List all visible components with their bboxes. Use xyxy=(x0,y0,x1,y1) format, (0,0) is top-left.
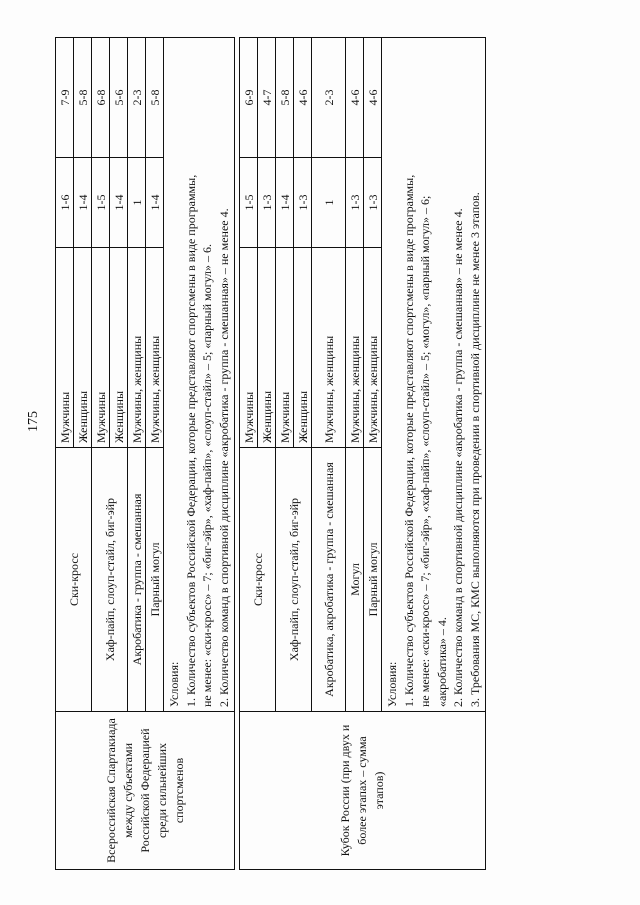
quantity-cell: 5-8 xyxy=(74,38,92,158)
gender-cell: Мужчины, женщины xyxy=(128,248,146,448)
discipline-cell: Ски-кросс xyxy=(240,448,276,712)
conditions-line: Условия: xyxy=(167,661,181,707)
page-number: 175 xyxy=(26,411,41,432)
discipline-cell: Акробатика, акробатика - группа - смешанная xyxy=(312,448,346,712)
rotated-page xyxy=(55,38,486,870)
gender-cell: Мужчины xyxy=(92,248,110,448)
age-cell: 1-6 xyxy=(56,158,74,248)
discipline-cell: Ски-кросс xyxy=(56,448,92,712)
age-cell: 1-3 xyxy=(294,158,312,248)
discipline-cell: Могул xyxy=(346,448,364,712)
age-cell: 1-4 xyxy=(110,158,128,248)
table-row xyxy=(240,38,258,870)
event-name: Всероссийская Спартакиада между субъектами Российской Федерацией среди сильнейших спортсменов xyxy=(56,712,235,870)
conditions-line: «акробатика» – 4. xyxy=(434,617,449,707)
age-cell: 1-4 xyxy=(276,158,294,248)
gender-cell: Мужчины, женщины xyxy=(146,248,164,448)
gender-cell: Мужчины xyxy=(240,248,258,448)
gender-cell: Мужчины, женщины xyxy=(364,248,382,448)
gender-cell: Женщины xyxy=(110,248,128,448)
conditions-cell xyxy=(164,38,235,712)
gender-cell: Женщины xyxy=(74,248,92,448)
discipline-cell: Парный могул xyxy=(146,448,164,712)
qualification-table xyxy=(55,37,486,870)
quantity-cell: 7-9 xyxy=(56,38,74,158)
discipline-cell: Парный могул xyxy=(364,448,382,712)
discipline-cell: Хаф-пайп, слоуп-стайл, биг-эйр xyxy=(276,448,312,712)
conditions-line: 2. Количество команд в спортивной дисциплине «акробатика - группа - смешанная» – не менее 4. xyxy=(216,208,231,707)
quantity-cell: 5-6 xyxy=(110,38,128,158)
discipline-cell: Акробатика - группа - смешанная xyxy=(128,448,146,712)
conditions-line: не менее: «ски-кросс» – 7; «биг-эйр», «хаф-пайп», «слоуп-стайл» – 5; «парный могул» – 6. xyxy=(200,243,214,707)
conditions-line: 2. Количество команд в спортивной дисциплине «акробатика - группа - смешанная» – не менее 4. xyxy=(451,208,465,707)
quantity-cell: 4-6 xyxy=(364,38,382,158)
discipline-cell: Хаф-пайп, слоуп-стайл, биг-эйр xyxy=(92,448,128,712)
quantity-cell: 6-8 xyxy=(92,38,110,158)
gender-cell: Мужчины xyxy=(56,248,74,448)
conditions-line: 1. Количество субъектов Российской Федерации, которые представляют спортсмены в виде программы, xyxy=(401,174,416,707)
quantity-cell: 4-6 xyxy=(346,38,364,158)
gender-cell: Мужчины xyxy=(276,248,294,448)
conditions-line: 3. Требования МС, КМС выполняются при проведении в спортивной дисциплине не менее 3 этапов. xyxy=(467,192,482,707)
age-cell: 1-3 xyxy=(364,158,382,248)
age-cell: 1-5 xyxy=(92,158,110,248)
quantity-cell: 5-8 xyxy=(146,38,164,158)
gender-cell: Женщины xyxy=(258,248,276,448)
gender-cell: Женщины xyxy=(294,248,312,448)
conditions-line: Условия: xyxy=(385,661,399,707)
table-row xyxy=(56,38,74,870)
gender-cell: Мужчины, женщины xyxy=(312,248,346,448)
quantity-cell: 4-6 xyxy=(294,38,312,158)
conditions-line: не менее: «ски-кросс» – 7; «биг-эйр», «хаф-пайп», «слоуп-стайл» – 5; «могул», «парный могул» – 6; xyxy=(418,195,432,707)
age-cell: 1-5 xyxy=(240,158,258,248)
age-cell: 1-3 xyxy=(258,158,276,248)
age-cell: 1 xyxy=(128,158,146,248)
quantity-cell: 2-3 xyxy=(312,38,346,158)
gender-cell: Мужчины, женщины xyxy=(346,248,364,448)
quantity-cell: 6-9 xyxy=(240,38,258,158)
age-cell: 1-3 xyxy=(346,158,364,248)
age-cell: 1 xyxy=(312,158,346,248)
quantity-cell: 2-3 xyxy=(128,38,146,158)
quantity-cell: 4-7 xyxy=(258,38,276,158)
age-cell: 1-4 xyxy=(146,158,164,248)
age-cell: 1-4 xyxy=(74,158,92,248)
conditions-cell xyxy=(382,38,486,712)
conditions-line: 1. Количество субъектов Российской Федерации, которые представляют спортсмены в виде программы, xyxy=(183,174,198,707)
quantity-cell: 5-8 xyxy=(276,38,294,158)
event-name: Кубок России (при двух и более этапах – сумма этапов) xyxy=(240,712,486,870)
